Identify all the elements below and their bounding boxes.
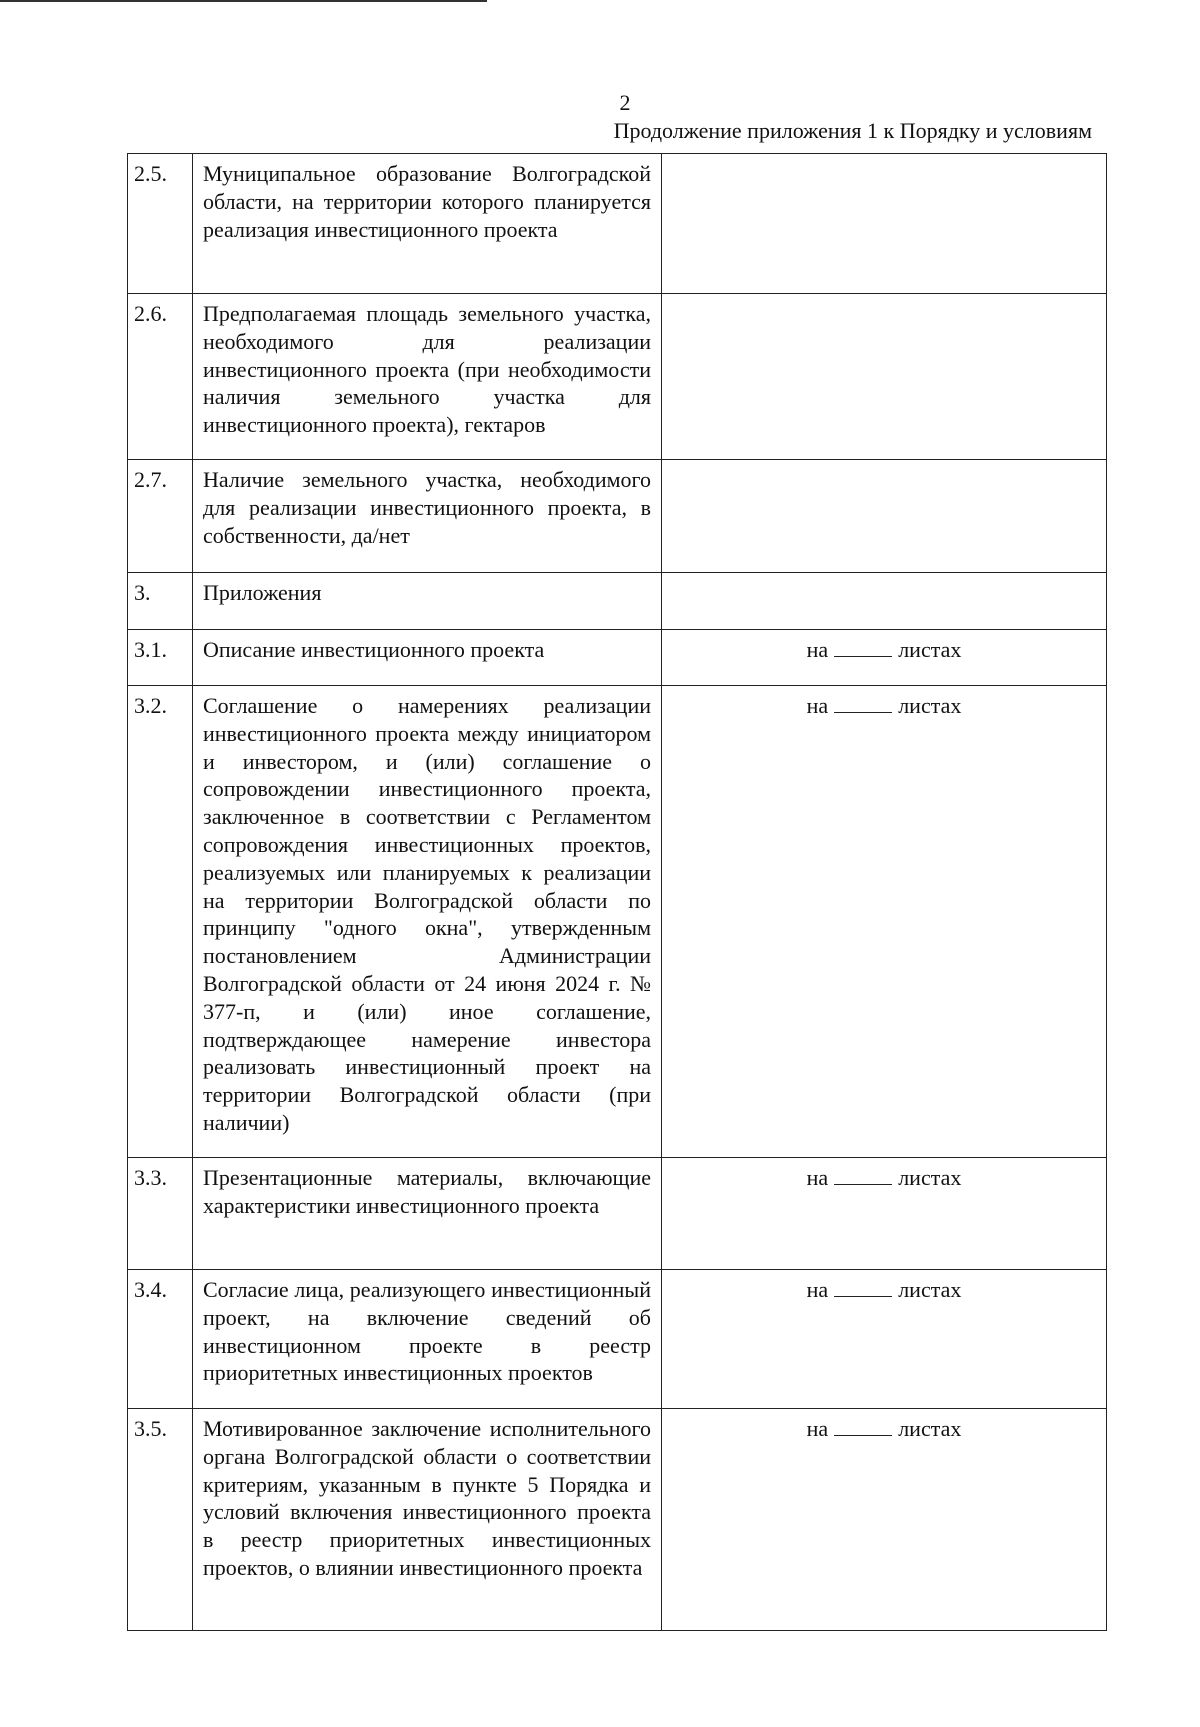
row-number: 3.2.: [128, 686, 193, 1158]
row-number: 3.1.: [128, 630, 193, 686]
sheets-prefix: на: [806, 1277, 829, 1302]
table-row-3: [128, 573, 1107, 630]
sheets-suffix: листах: [898, 693, 962, 718]
row-description-text: Презентационные материалы, включающие характеристики инвестиционного проекта: [203, 1165, 651, 1218]
row-description-text: Мотивированное заключение исполнительного органа Волгоградской области о соответствии критериям, указанным в пункте 5 Порядка и условий включения инвестиционного проекта в реестр приоритетных инвестиционных проектов, о влиянии инвестиционного проекта: [203, 1416, 651, 1580]
sheets-count-cell: [662, 686, 1107, 1158]
row-number: 2.7.: [128, 460, 193, 573]
table-row-3-4: [128, 1270, 1107, 1409]
row-description-text: Соглашение о намерениях реализации инвестиционного проекта между инициатором и инвестором, и (или) соглашение о сопровождении инвестиционного проекта, заключенное в соответствии с Регламентом сопровождения инвестиционных проектов, реализуемых или планируемых к реализации на территории Волгоградской области по принципу "одного окна", утвержденным постановлением Администрации Волгоградской области от 24 июня 2024 г. № 377-п, и (или) иное соглашение, подтверждающее намерение инвестора реализовать инвестиционный проект на территории Волгоградской области (при наличии): [203, 693, 651, 1135]
sheets-count-blank[interactable]: [834, 1416, 892, 1436]
row-value-field[interactable]: [662, 573, 1107, 630]
row-number: 2.6.: [128, 294, 193, 460]
sheets-count-blank[interactable]: [834, 1165, 892, 1185]
sheets-prefix: на: [806, 693, 829, 718]
row-number: 3.4.: [128, 1270, 193, 1409]
row-description: [193, 294, 662, 460]
row-number: 3.: [128, 573, 193, 630]
page-number: 2: [619, 90, 631, 115]
table-row-2-7: [128, 460, 1107, 573]
row-value-field[interactable]: [662, 154, 1107, 294]
row-description: [193, 630, 662, 686]
sheets-suffix: листах: [898, 1165, 962, 1190]
row-description-text: Описание инвестиционного проекта: [203, 637, 545, 662]
row-value-field[interactable]: [662, 294, 1107, 460]
sheets-count-blank[interactable]: [834, 637, 892, 657]
row-description-text: Предполагаемая площадь земельного участка, необходимого для реализации инвестиционного проекта (при необходимости наличия земельного участка для инвестиционного проекта), гектаров: [203, 301, 651, 438]
table-row-2-6: [128, 294, 1107, 460]
table-row-2-5: [128, 154, 1107, 294]
row-description-text: Приложения: [203, 580, 322, 605]
table-row-3-5: [128, 1409, 1107, 1631]
continuation-title: Продолжение приложения 1 к Порядку и условиям: [613, 118, 1092, 143]
sheets-count-cell: [662, 630, 1107, 686]
row-number: 3.3.: [128, 1158, 193, 1270]
application-form-table: [127, 153, 1107, 1631]
row-number: 2.5.: [128, 154, 193, 294]
row-description: [193, 686, 662, 1158]
sheets-suffix: листах: [898, 1416, 962, 1441]
sheets-count-blank[interactable]: [834, 693, 892, 713]
sheets-count-cell: [662, 1270, 1107, 1409]
row-description-text: Наличие земельного участка, необходимого для реализации инвестиционного проекта, в собственности, да/нет: [203, 467, 651, 548]
row-description: [193, 1409, 662, 1631]
table-row-3-3: [128, 1158, 1107, 1270]
sheets-suffix: листах: [898, 1277, 962, 1302]
sheets-count-cell: [662, 1409, 1107, 1631]
sheets-count-cell: [662, 1158, 1107, 1270]
sheets-prefix: на: [806, 637, 829, 662]
table-row-3-1: [128, 630, 1107, 686]
row-description: [193, 154, 662, 294]
sheets-prefix: на: [806, 1416, 829, 1441]
sheets-suffix: листах: [898, 637, 962, 662]
sheets-count-blank[interactable]: [834, 1277, 892, 1297]
row-number: 3.5.: [128, 1409, 193, 1631]
row-description: [193, 573, 662, 630]
row-description: [193, 460, 662, 573]
sheets-prefix: на: [806, 1165, 829, 1190]
row-description: [193, 1270, 662, 1409]
row-value-field[interactable]: [662, 460, 1107, 573]
row-description: [193, 1158, 662, 1270]
row-description-text: Согласие лица, реализующего инвестиционный проект, на включение сведений об инвестиционном проекте в реестр приоритетных инвестиционных проектов: [203, 1277, 651, 1386]
scan-edge-line: [0, 0, 487, 2]
row-description-text: Муниципальное образование Волгоградской области, на территории которого планируется реализация инвестиционного проекта: [203, 161, 651, 242]
table-row-3-2: [128, 686, 1107, 1158]
